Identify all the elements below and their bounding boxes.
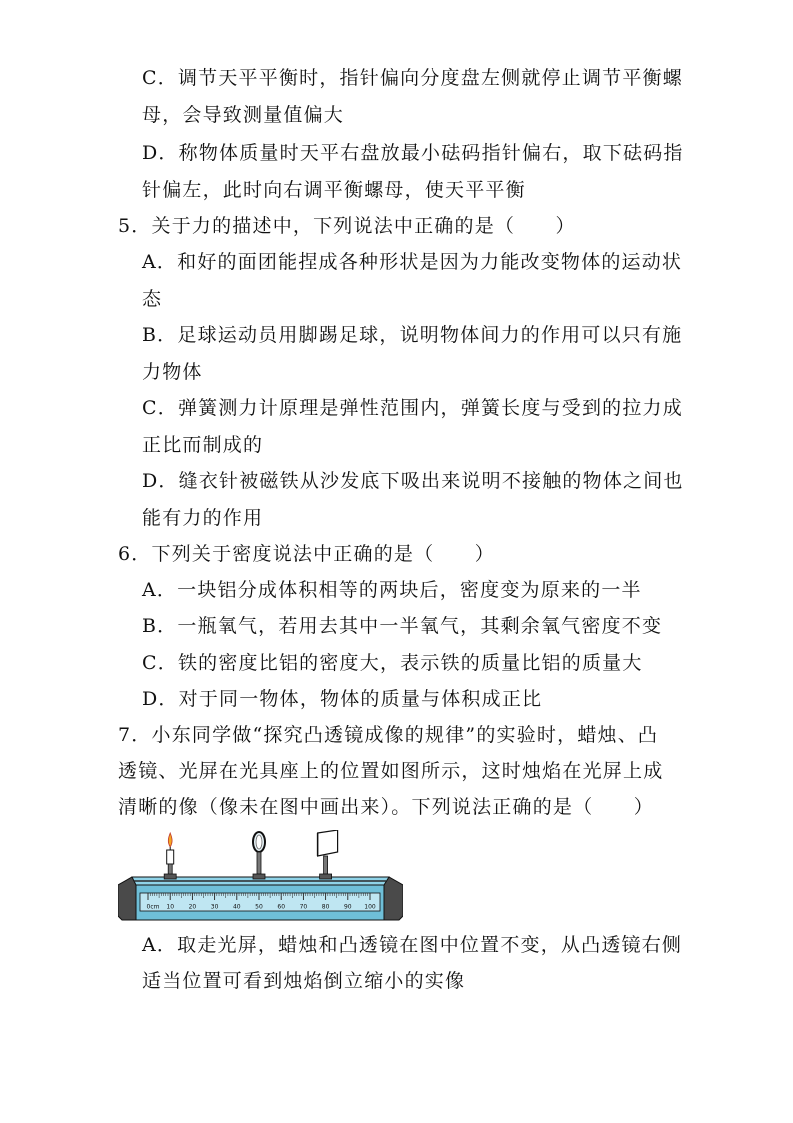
scale-label: 30 <box>210 903 219 911</box>
rail-left-end <box>118 877 136 920</box>
q5-option-c-line2: 正比而制成的 <box>142 434 264 456</box>
q6-option-d: D．对于同一物体，物体的质量与体积成正比 <box>142 688 543 710</box>
q6-stem: 6．下列关于密度说法中正确的是（ ） <box>118 543 495 565</box>
scale-label: 80 <box>321 903 330 911</box>
q7-stem-line2: 透镜、光屏在光具座上的位置如图所示，这时烛焰在光屏上成 <box>118 760 664 782</box>
q5-option-b-line2: 力物体 <box>142 361 203 383</box>
q5-option-d-line2: 能有力的作用 <box>142 507 264 529</box>
scale-label: 10 <box>166 903 175 911</box>
q7-stem-line1: 7．小东同学做“探究凸透镜成像的规律”的实验时，蜡烛、凸 <box>118 724 659 746</box>
optical-bench-figure <box>118 830 403 925</box>
scale-label: 40 <box>232 903 241 911</box>
lens-stem <box>257 852 261 874</box>
scale-label: 0cm <box>146 903 160 911</box>
candle-holder-base <box>164 874 176 879</box>
q6-option-a: A．一块铝分成体积相等的两块后，密度变为原来的一半 <box>142 579 642 601</box>
screen-panel <box>318 830 338 856</box>
scale-label: 20 <box>188 903 197 911</box>
candle <box>164 833 176 879</box>
q5-option-a-line2: 态 <box>142 288 163 310</box>
lens-holder-base <box>253 874 265 879</box>
light-screen <box>318 830 338 879</box>
convex-lens <box>253 832 265 879</box>
candle-body <box>167 850 174 864</box>
q5-option-c-line1: C．弹簧测力计原理是弹性范围内，弹簧长度与受到的拉力成 <box>142 397 683 419</box>
screen-holder-base <box>320 874 332 879</box>
scale-label: 70 <box>299 903 308 911</box>
q6-option-c: C．铁的密度比铝的密度大，表示铁的质量比铝的质量大 <box>142 652 643 674</box>
screen-stem <box>324 856 328 874</box>
q6-option-b: B．一瓶氧气，若用去其中一半氧气，其剩余氧气密度不变 <box>142 615 663 637</box>
lens-glass <box>256 835 262 849</box>
q4-option-c-line1: C．调节天平平衡时，指针偏向分度盘左侧就停止调节平衡螺 <box>142 67 683 89</box>
q4-option-d-line1: D．称物体质量时天平右盘放最小砝码指针偏右，取下砝码指 <box>142 142 684 164</box>
scale-label: 50 <box>255 903 263 911</box>
q4-option-c-line2: 母，会导致测量值偏大 <box>142 104 345 126</box>
q5-option-a-line1: A．和好的面团能捏成各种形状是因为力能改变物体的运动状 <box>142 251 683 273</box>
q4-option-d-line2: 针偏左，此时向右调平衡螺母，使天平平衡 <box>142 179 526 201</box>
q7-option-a-line2: 适当位置可看到烛焰倒立缩小的实像 <box>142 970 466 992</box>
q5-option-b-line1: B．足球运动员用脚踢足球，说明物体间力的作用可以只有施 <box>142 324 683 346</box>
candle-flame <box>168 833 172 847</box>
scale-label: 60 <box>277 903 286 911</box>
q7-stem-line3: 清晰的像（像未在图中画出来）。下列说法正确的是（ ） <box>118 796 654 818</box>
q7-option-a-line1: A．取走光屏，蜡烛和凸透镜在图中位置不变，从凸透镜右侧 <box>142 934 683 956</box>
q5-option-d-line1: D．缝衣针被磁铁从沙发底下吸出来说明不接触的物体之间也 <box>142 470 684 492</box>
scale-label: 100 <box>364 903 376 911</box>
candle-holder-stem <box>168 864 172 875</box>
q5-stem: 5．关于力的描述中，下列说法中正确的是（ ） <box>118 215 576 237</box>
scale-label: 90 <box>343 903 352 911</box>
rail-right-end <box>384 877 403 920</box>
